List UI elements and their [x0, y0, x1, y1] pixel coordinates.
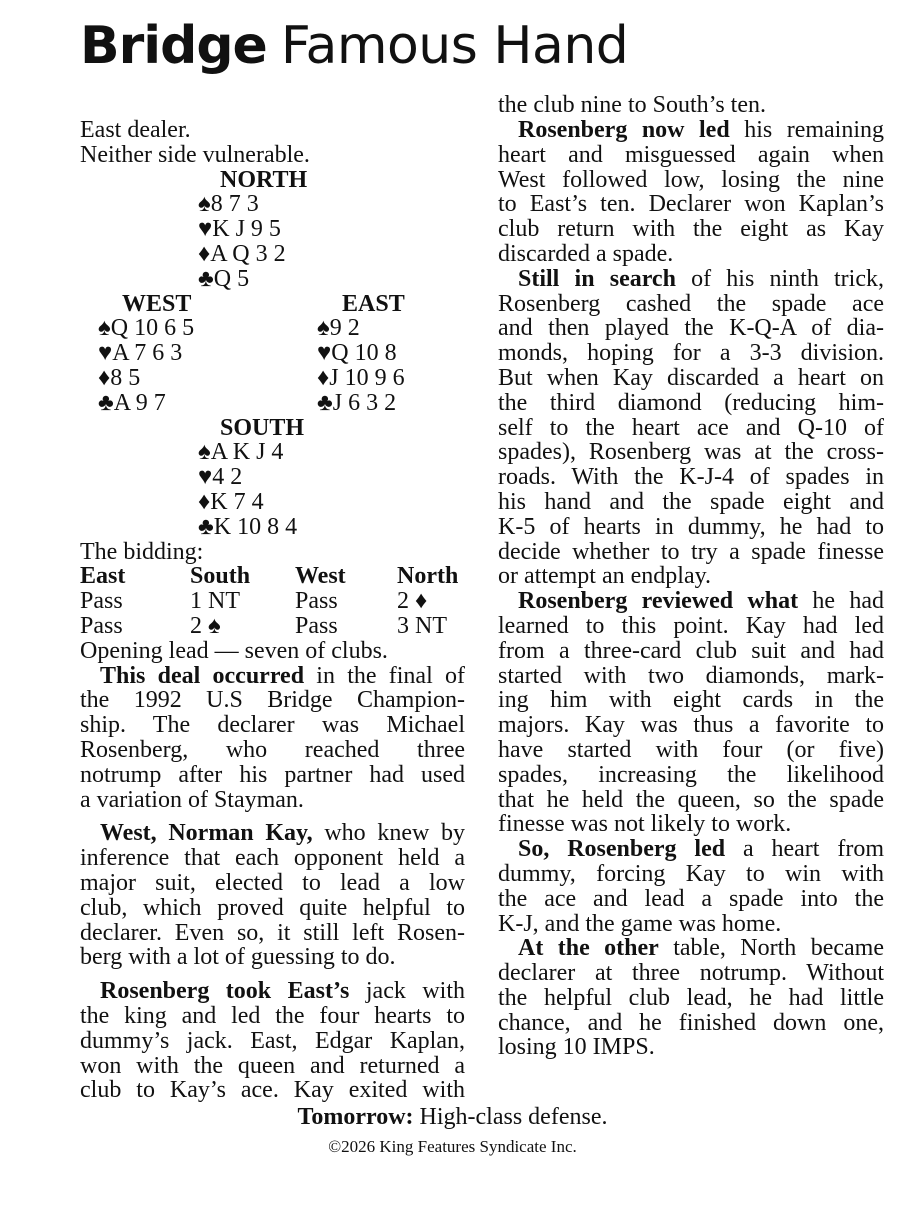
para-line: club, which proved quite helpful to	[80, 894, 465, 921]
para-line: Rosenberg cashed the spade ace	[498, 290, 884, 317]
dealer-text: East dealer.	[80, 117, 191, 143]
para-lead: At the other	[518, 935, 659, 962]
bid-header-east: East	[80, 563, 126, 590]
bid-cell: 1 NT	[190, 588, 240, 615]
vulnerability-text: Neither side vulnerable.	[80, 141, 310, 168]
left-column	[80, 118, 465, 1103]
east-label: EAST	[342, 290, 405, 317]
west-label: WEST	[122, 290, 192, 317]
para-line: the ace and lead a spade into the	[498, 885, 884, 912]
west-spades: ♠Q 10 6 5	[98, 315, 195, 342]
para-line: heart and misguessed again when	[498, 141, 884, 168]
north-clubs: ♣Q 5	[198, 265, 250, 292]
para-line: the third diamond (reducing him-	[498, 389, 884, 416]
north-hearts: ♥K J 9 5	[198, 216, 281, 243]
para-line: club return with the eight as Kay	[498, 216, 884, 243]
para-lead: Rosenberg now led	[518, 117, 730, 143]
para-line: discarded a spade.	[498, 240, 674, 267]
para-lead: So, Rosenberg led	[518, 836, 726, 863]
bid-cell: Pass	[80, 588, 123, 615]
para-lead: Rosenberg took East’s	[100, 978, 350, 1005]
para-line: a variation of Stayman.	[80, 786, 304, 813]
para-line: majors. Kay was thus a favorite to	[498, 712, 884, 739]
para-lead: This deal occurred	[100, 662, 305, 689]
para-line: the 1992 U.S Bridge Champion-	[80, 687, 465, 714]
para-line: dummy, forcing Kay to win with	[498, 860, 884, 887]
page-title	[80, 16, 629, 76]
tomorrow-label: Tomorrow:	[297, 1104, 414, 1130]
para-line: roads. With the K-J-4 of spades in	[498, 464, 884, 491]
paragraph-1	[80, 664, 465, 813]
para-line: spades, increasing the likelihood	[498, 761, 884, 788]
west-hearts: ♥A 7 6 3	[98, 340, 183, 367]
paragraph-8	[498, 936, 884, 1060]
para-line: major suit, elected to lead a low	[80, 869, 465, 896]
paragraph-5	[498, 267, 884, 589]
para-line: Rosenberg, who reached three	[80, 736, 465, 763]
para-line: Rosenberg took East’s jack with	[100, 978, 465, 1005]
paragraph-7	[498, 837, 884, 936]
para-line: losing 10 IMPS.	[498, 1034, 655, 1061]
para-line: club to Kay’s ace. Kay exited with	[80, 1077, 465, 1104]
para-line: West followed low, losing the nine	[498, 166, 884, 193]
bidding-label: The bidding:	[80, 538, 204, 565]
para-line: inference that each opponent held a	[80, 845, 465, 872]
para-line: Rosenberg reviewed what he had	[518, 588, 884, 615]
south-spades: ♠A K J 4	[198, 439, 284, 466]
para-line: K-J, and the game was home.	[498, 910, 782, 937]
south-label: SOUTH	[220, 414, 305, 441]
para-line: At the other table, North became	[518, 935, 884, 962]
tomorrow-text: High-class defense.	[413, 1104, 608, 1130]
east-clubs: ♣J 6 3 2	[317, 389, 397, 416]
para-lead: Still in search	[518, 265, 676, 292]
south-clubs: ♣K 10 8 4	[198, 513, 298, 540]
para-line: finesse was not likely to work.	[498, 811, 792, 838]
para-line: chance, and he finished down one,	[498, 1009, 884, 1036]
bid-cell: Pass	[80, 612, 123, 639]
west-diamonds: ♦8 5	[98, 364, 141, 391]
paragraph-2	[80, 821, 465, 970]
para-line: ing him with eight cards in the	[498, 687, 884, 714]
copyright: ©2026 King Features Syndicate Inc.	[328, 1137, 577, 1156]
title-bridge: Bridge	[80, 16, 267, 76]
para-line: declarer at three notrump. Without	[498, 960, 884, 987]
bid-cell: Pass	[295, 588, 338, 615]
para-line: started with two diamonds, mark-	[498, 662, 884, 689]
para-lead: West, Norman Kay,	[100, 820, 313, 847]
para-line: This deal occurred in the final of	[100, 662, 465, 689]
title-famous-hand: Famous Hand	[280, 16, 629, 76]
para-line: from a three-card club suit and had	[498, 637, 884, 664]
para-line: that he held the queen, so the spade	[498, 786, 884, 813]
para-line: the helpful club lead, he had little	[498, 984, 884, 1011]
south-hearts: ♥4 2	[198, 464, 243, 491]
para-line: the king and led the four hearts to	[80, 1002, 465, 1029]
para-line: spades), Rosenberg was at the cross-	[498, 439, 884, 466]
north-spades: ♠8 7 3	[198, 191, 259, 218]
paragraph-6	[498, 589, 884, 837]
bid-header-west: West	[295, 563, 346, 590]
para-line: But when Kay discarded a heart on	[498, 364, 884, 391]
para-line: declarer. Even so, it still left Rosen-	[80, 919, 465, 946]
para-line: West, Norman Kay, who knew by	[100, 820, 465, 847]
para-line: the club nine to South’s ten.	[498, 92, 766, 119]
para-line: won with the queen and returned a	[80, 1052, 465, 1079]
paragraph-4	[498, 118, 884, 267]
para-line: berg with a lot of guessing to do.	[80, 944, 396, 971]
para-line: self to the heart ace and Q-10 of	[498, 414, 884, 441]
para-line: have started with four (or five)	[498, 736, 884, 763]
para-line: So, Rosenberg led a heart from	[518, 836, 884, 863]
north-diamonds: ♦A Q 3 2	[198, 240, 286, 267]
para-line: his hand and the spade eight and	[498, 488, 884, 515]
bid-cell: 2 ♠	[190, 612, 221, 639]
para-line: Still in search of his ninth trick,	[518, 265, 884, 292]
west-clubs: ♣A 9 7	[98, 389, 166, 416]
south-diamonds: ♦K 7 4	[198, 488, 264, 515]
east-hearts: ♥Q 10 8	[317, 340, 397, 367]
hand-diagram	[80, 168, 465, 540]
right-column	[498, 92, 885, 1061]
para-line: monds, hoping for a 3-3 division.	[498, 340, 884, 367]
para-line: and then played the K-Q-A of dia-	[498, 315, 884, 342]
bidding-table	[80, 564, 465, 638]
para-line: to East’s ten. Declarer won Kaplan’s	[498, 191, 884, 218]
bid-cell: Pass	[295, 612, 338, 639]
east-diamonds: ♦J 10 9 6	[317, 364, 405, 391]
bid-cell: 2 ♦	[397, 588, 428, 615]
para-line: dummy’s jack. East, Edgar Kaplan,	[80, 1027, 465, 1054]
east-spades: ♠9 2	[317, 315, 360, 342]
para-line: learned to this point. Kay had led	[498, 612, 884, 639]
north-label: NORTH	[220, 166, 308, 193]
bid-header-north: North	[397, 563, 459, 590]
paragraph-3	[80, 979, 465, 1103]
bid-header-south: South	[190, 563, 251, 590]
para-line: ship. The declarer was Michael	[80, 712, 465, 739]
para-line: notrump after his partner had used	[80, 761, 465, 788]
para-line: Rosenberg now led his remaining	[518, 117, 885, 143]
bid-cell: 3 NT	[397, 612, 447, 639]
para-lead: Rosenberg reviewed what	[518, 588, 799, 615]
opening-lead: Opening lead — seven of clubs.	[80, 637, 388, 664]
para-line: decide whether to try a spade finesse	[498, 538, 884, 565]
tomorrow-line	[0, 1104, 905, 1131]
para-line: K-5 of hearts in dummy, he had to	[498, 513, 884, 540]
para-line: or attempt an endplay.	[498, 563, 712, 590]
